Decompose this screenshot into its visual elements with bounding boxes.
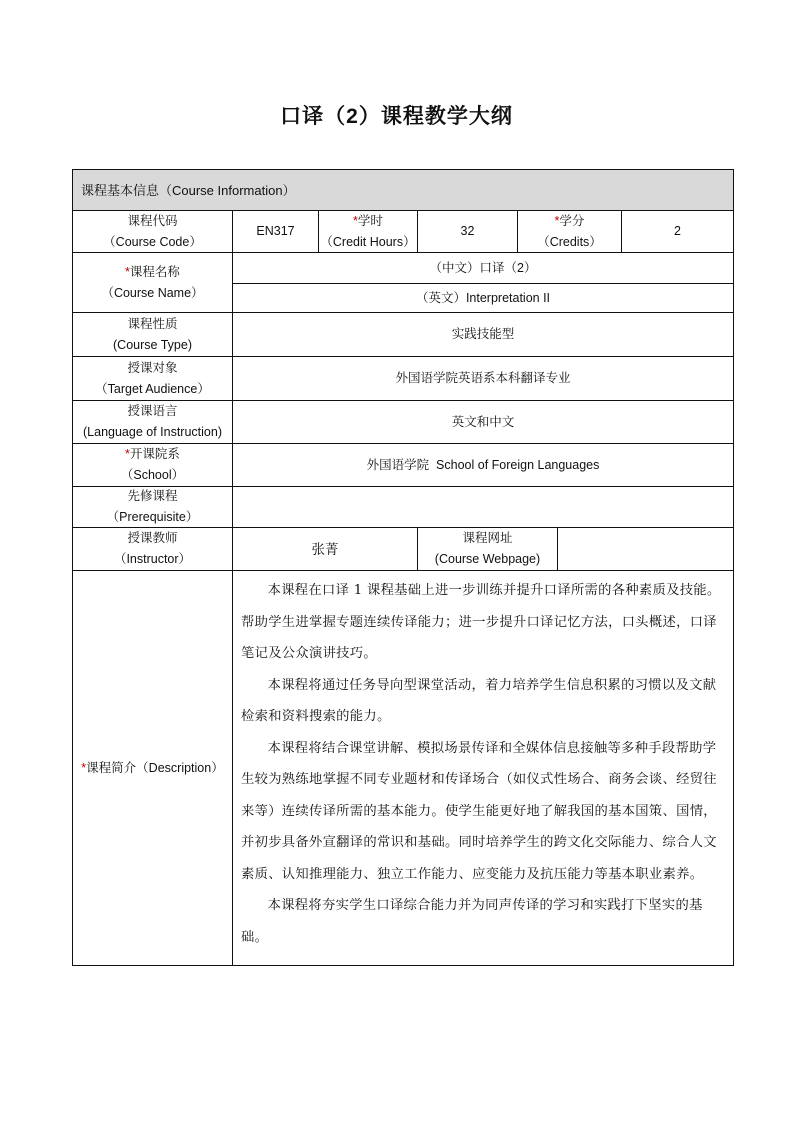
language-value xyxy=(232,400,734,444)
label-en: (Course Type) xyxy=(113,337,192,352)
label-en: （Course Name） xyxy=(101,285,204,300)
target-audience-value xyxy=(232,356,734,401)
label-cn: 先修课程 xyxy=(127,489,178,503)
label-en: （Target Audience） xyxy=(95,381,210,396)
value: （中文）口译（2） xyxy=(429,260,537,275)
label-cn: 课程名称 xyxy=(129,264,180,279)
credits-value xyxy=(621,210,734,253)
value: 2 xyxy=(674,224,681,238)
prerequisite-label xyxy=(72,486,233,528)
course-type-label xyxy=(72,312,233,357)
credits-label xyxy=(517,210,622,253)
target-audience-label xyxy=(72,356,233,401)
label-cn: 课程代码 xyxy=(127,213,178,228)
required-star: * xyxy=(353,213,358,228)
course-name-en xyxy=(232,283,734,313)
prerequisite-value xyxy=(232,486,734,528)
label-cn: 开课院系 xyxy=(129,447,180,461)
course-code-value xyxy=(232,210,319,253)
value: 实践技能型 xyxy=(451,327,515,341)
page-title: 口译（2）课程教学大纲 xyxy=(280,105,513,128)
webpage-label xyxy=(417,527,558,571)
credit-hours-value xyxy=(417,210,518,253)
description-paragraph: 本课程将通过任务导向型课堂活动，着力培养学生信息积累的习惯以及文献检索和资料搜索的能力。 xyxy=(241,677,717,724)
value: 张菁 xyxy=(311,541,339,557)
label-en: (Course Webpage) xyxy=(434,552,541,566)
description-paragraph: 本课程将夯实学生口译综合能力并为同声传译的学习和实践打下坚实的基础。 xyxy=(241,898,703,945)
course-name-label xyxy=(72,252,233,313)
label-cn: 学时 xyxy=(357,213,383,228)
course-type-value xyxy=(232,312,734,357)
label-cn: 课程性质 xyxy=(127,316,178,331)
label-en: （Course Code） xyxy=(103,234,202,249)
required-star: * xyxy=(125,264,130,279)
label-en: （Instructor） xyxy=(113,552,192,566)
section-header xyxy=(72,169,734,211)
section-header-label: 课程基本信息（Course Information） xyxy=(81,182,296,198)
label-en: （Prerequisite） xyxy=(106,510,199,524)
value: 外国语学院 School of Foreign Languages xyxy=(366,457,600,472)
school-value xyxy=(232,443,734,487)
label-en: (Language of Instruction) xyxy=(83,425,222,439)
value: （英文）Interpretation II xyxy=(415,290,551,305)
label-en: （School） xyxy=(120,468,185,482)
value: 32 xyxy=(460,224,475,238)
label-cn: 授课语言 xyxy=(127,404,178,418)
value: EN317 xyxy=(256,224,295,238)
course-name-cn xyxy=(232,252,734,284)
description-paragraph: 本课程将结合课堂讲解、模拟场景传译和全媒体信息接触等多种手段帮助学生较为熟练地掌握不同专业题材和传译场合（如仪式性场合、商务会谈、经贸往来等）连续传译所需的基本能力。使学生能更好地了解我国的基本国策、国情，并初步具备外宣翻译的常识和基础。同时培养学生的跨文化交际能力、综合人文素质、认知推理能力、独立工作能力、应变能力及抗压能力等基本职业素养。 xyxy=(241,740,717,882)
school-label xyxy=(72,443,233,487)
course-code-label xyxy=(72,210,233,253)
label-cn: 课程网址 xyxy=(462,531,513,545)
required-star: * xyxy=(554,213,560,228)
description-text xyxy=(232,570,734,966)
required-star: * xyxy=(125,447,130,461)
value: 外国语学院英语系本科翻译专业 xyxy=(395,371,571,385)
required-star: * xyxy=(81,760,87,775)
label-cn: 授课教师 xyxy=(127,531,178,545)
description-label xyxy=(72,570,233,966)
language-label xyxy=(72,400,233,444)
label-cn: 授课对象 xyxy=(127,360,178,375)
webpage-value[interactable] xyxy=(557,527,734,571)
label-en: （Credits） xyxy=(537,234,602,249)
label: 课程简介（Description） xyxy=(86,760,224,775)
description-paragraph: 本课程在口译 1 课程基础上进一步训练并提升口译所需的各种素质及技能。帮助学生进掌握专题连续传译能力；进一步提升口译记忆方法，口头概述，口译笔记及公众演讲技巧。 xyxy=(241,583,721,661)
credit-hours-label xyxy=(318,210,418,253)
instructor-label xyxy=(72,527,233,571)
instructor-value xyxy=(232,527,418,571)
label-cn: 学分 xyxy=(559,213,585,228)
label-en: （Credit Hours） xyxy=(320,234,416,249)
value: 英文和中文 xyxy=(451,414,515,429)
